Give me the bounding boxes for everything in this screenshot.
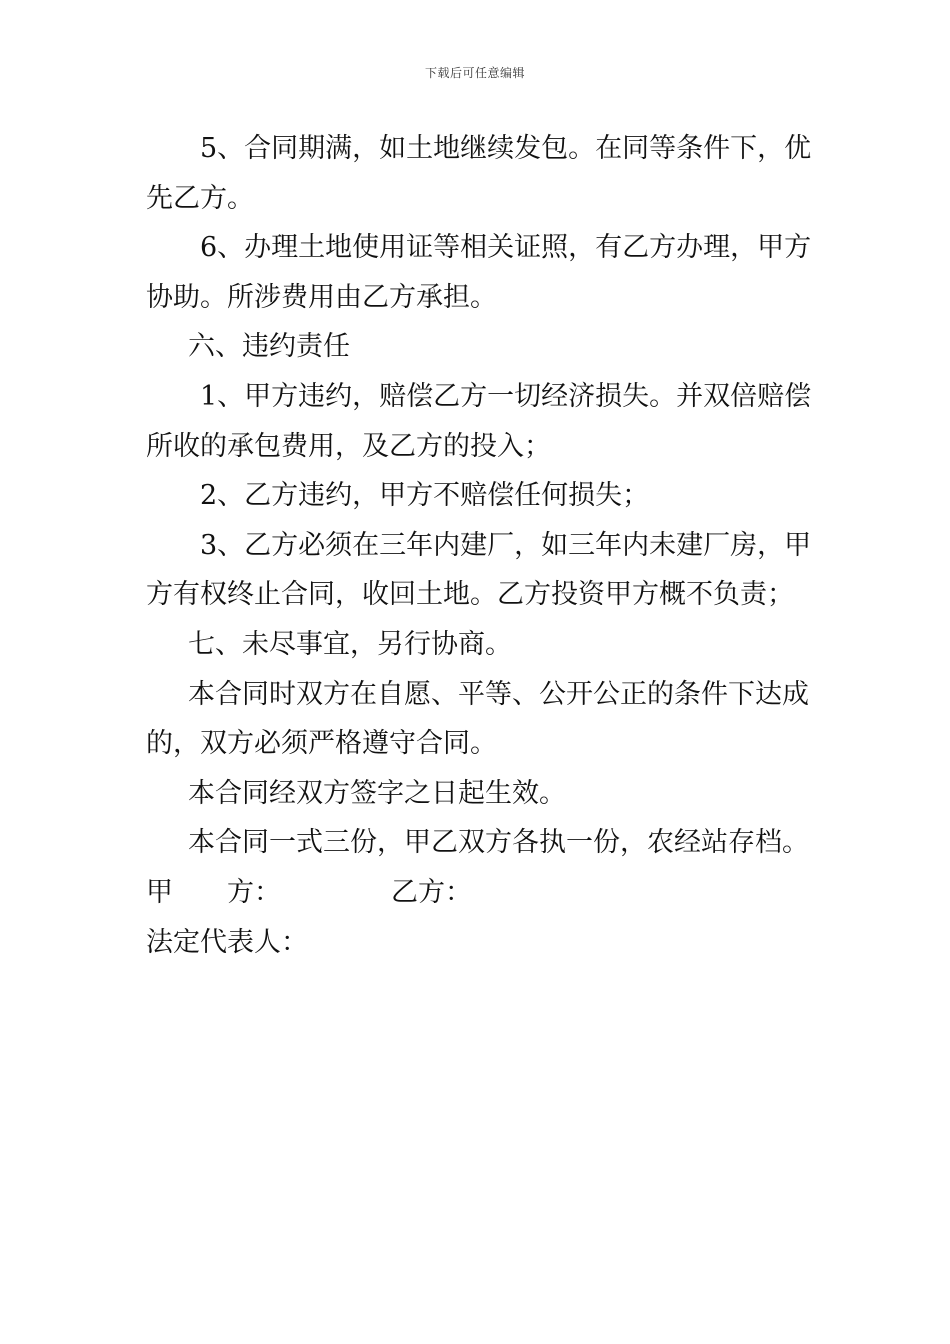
copies-clause: 本合同一式三份，甲乙双方各执一份，农经站存档。 — [188, 827, 809, 859]
section-6-heading: 六、违约责任 — [188, 331, 350, 363]
clause-5: 5、合同期满，如土地继续发包。在同等条件下，优先乙方。 — [146, 133, 812, 214]
voluntary-clause: 本合同时双方在自愿、平等、公开公正的条件下达成的，双方必须严格遵守合同。 — [146, 678, 809, 760]
breach-clause-2: 2、乙方违约，甲方不赔偿任何损失； — [200, 480, 650, 512]
contract-body — [146, 124, 836, 967]
party-b-signature: 乙方： — [391, 876, 472, 908]
breach-clause-3: 3、乙方必须在三年内建厂，如三年内未建厂房，甲方有权终止合同，收回土地。乙方投资甲方概不负责； — [146, 529, 812, 611]
signature-line — [146, 868, 836, 918]
party-a-signature: 甲 方： — [146, 876, 281, 908]
effective-clause: 本合同经双方签字之日起生效。 — [188, 777, 566, 809]
section-7-heading: 七、未尽事宜，另行协商。 — [188, 628, 512, 660]
clause-6: 6、办理土地使用证等相关证照，有乙方办理，甲方协助。所涉费用由乙方承担。 — [146, 232, 812, 313]
page-header: 下载后可任意编辑 — [424, 66, 525, 80]
legal-representative: 法定代表人： — [146, 926, 308, 958]
breach-clause-1: 1、甲方违约，赔偿乙方一切经济损失。并双倍赔偿所收的承包费用，及乙方的投入； — [146, 380, 812, 462]
